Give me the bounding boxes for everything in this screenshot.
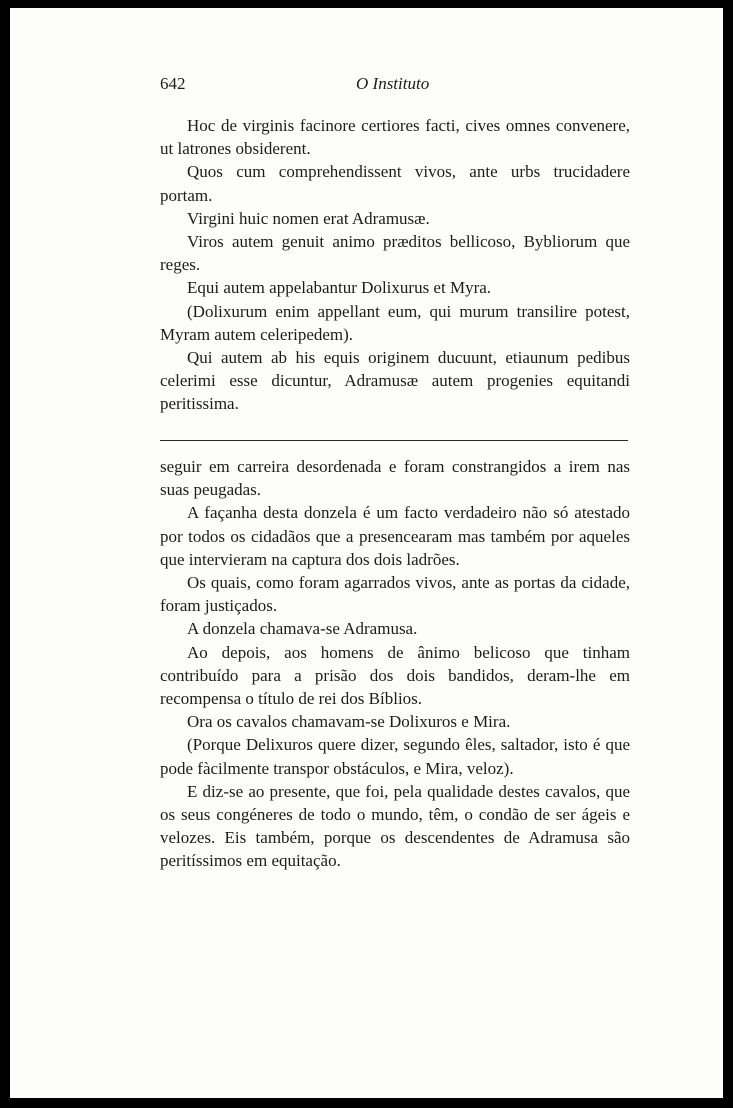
section-divider xyxy=(160,440,628,441)
latin-paragraph: Viros autem genuit animo præditos bellicoso, Bybliorum que reges. xyxy=(160,232,630,275)
portuguese-paragraph: Ora os cavalos chamavam-se Dolixuros e Mira. xyxy=(187,712,511,732)
latin-paragraph: Equi autem appelabantur Dolixurus et Myra. xyxy=(187,278,492,298)
portuguese-paragraph: (Porque Delixuros quere dizer, segundo êles, saltador, isto é que pode fàcilmente transpor obstáculos, e Mira, veloz). xyxy=(160,735,630,778)
latin-paragraph: Qui autem ab his equis originem ducuunt, etiaunum pedibus celerimi esse dicuntur, Adramusæ autem progenies equitandi peritissima. xyxy=(160,348,630,414)
page-header xyxy=(160,74,640,98)
latin-text-block xyxy=(160,114,630,416)
portuguese-text-block xyxy=(160,455,630,873)
page-number: 642 xyxy=(160,74,186,93)
portuguese-paragraph: Ao depois, aos homens de ânimo belicoso que tinham contribuído para a prisão dos dois bandidos, deram-lhe em recompensa o título de rei dos Bíblios. xyxy=(160,642,630,709)
latin-paragraph: Hoc de virginis facinore certiores facti, cives omnes convenere, ut latrones obsiderent. xyxy=(160,116,630,159)
portuguese-paragraph: E diz-se ao presente, que foi, pela qualidade destes cavalos, que os seus congéneres de todo o mundo, têm, o condão de ser ágeis e velozes. Eis também, porque os descendentes de Adramusa são peritíssimos em equitação. xyxy=(160,781,630,871)
portuguese-paragraph: Os quais, como foram agarrados vivos, ante as portas da cidade, foram justiçados. xyxy=(160,573,630,616)
book-page xyxy=(10,8,723,1098)
portuguese-paragraph: A façanha desta donzela é um facto verdadeiro não só atestado por todos os cidadãos que a presencearam mas também por aqueles que intervieram na captura dos dois ladrões. xyxy=(160,503,630,569)
latin-paragraph: Virgini huic nomen erat Adramusæ. xyxy=(187,208,430,228)
continuation-paragraph: seguir em carreira desordenada e foram constrangidos a irem nas suas peugadas. xyxy=(160,457,630,500)
latin-paragraph: Quos cum comprehendissent vivos, ante urbs trucidadere portam. xyxy=(160,162,630,205)
running-title: O Instituto xyxy=(356,74,430,93)
portuguese-paragraph: A donzela chamava-se Adramusa. xyxy=(187,619,418,639)
latin-paragraph: (Dolixurum enim appellant eum, qui murum transilire potest, Myram autem celeripedem). xyxy=(160,301,630,344)
